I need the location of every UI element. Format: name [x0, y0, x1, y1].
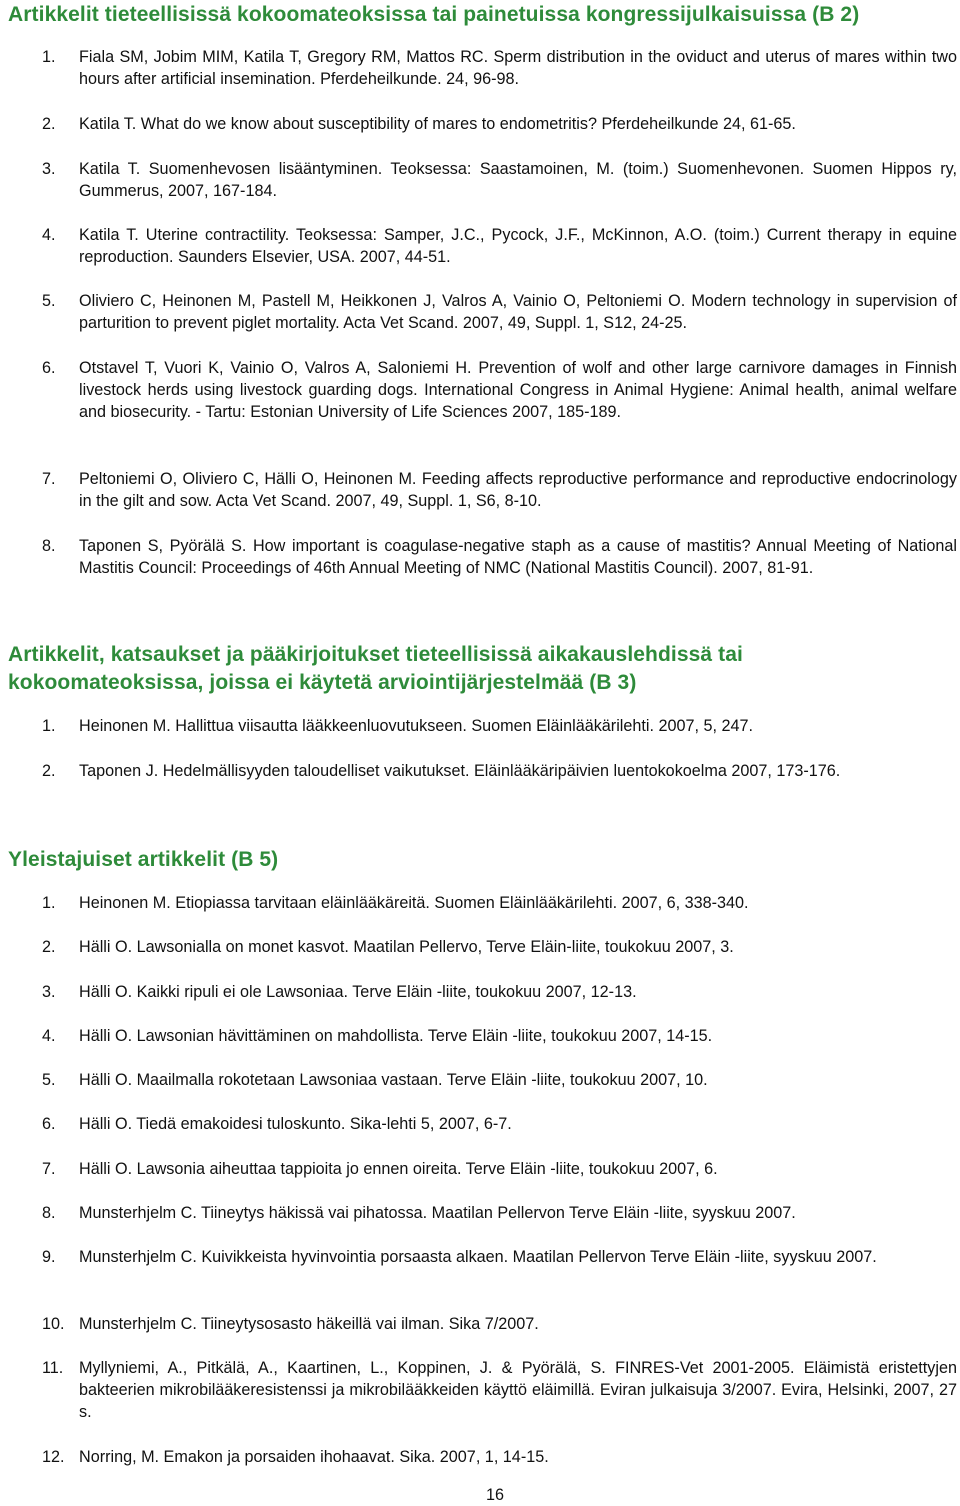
- item-text: Katila T. Suomenhevosen lisääntyminen. Teoksessa: Saastamoinen, M. (toim.) Suomenhevonen. Suomen Hippos ry, Gummerus, 2007, 167-184.: [79, 160, 957, 200]
- item-number: 4.: [42, 226, 56, 244]
- item-number: 1.: [42, 717, 56, 735]
- item-text: Hälli O. Lawsonia aiheuttaa tappioita jo ennen oireita. Terve Eläin -liite, toukokuu 2007, 6.: [79, 1160, 718, 1178]
- item-number: 12.: [42, 1448, 65, 1466]
- section-heading-b2: Artikkelit tieteellisissä kokoomateoksissa tai painetuissa kongressijulkaisuissa (B 2): [8, 3, 860, 26]
- item-number: 2.: [42, 938, 56, 956]
- item-number: 6.: [42, 359, 56, 377]
- item-text: Hälli O. Kaikki ripuli ei ole Lawsoniaa. Terve Eläin -liite, toukokuu 2007, 12-13.: [79, 983, 637, 1001]
- item-number: 8.: [42, 537, 56, 555]
- item-number: 6.: [42, 1115, 56, 1133]
- item-text: Hälli O. Lawsonian hävittäminen on mahdollista. Terve Eläin -liite, toukokuu 2007, 14-15.: [79, 1027, 713, 1045]
- item-text: Munsterhjelm C. Tiineytys häkissä vai pihatossa. Maatilan Pellervon Terve Eläin -liite, syyskuu 2007.: [79, 1204, 796, 1222]
- item-number: 8.: [42, 1204, 56, 1222]
- item-number: 7.: [42, 470, 56, 488]
- item-number: 11.: [42, 1359, 64, 1377]
- item-number: 1.: [42, 894, 56, 912]
- item-number: 5.: [42, 292, 56, 310]
- item-text: Heinonen M. Etiopiassa tarvitaan eläinlääkäreitä. Suomen Eläinlääkärilehti. 2007, 6, 338-340.: [79, 894, 749, 912]
- item-text: Heinonen M. Hallittua viisautta lääkkeenluovutukseen. Suomen Eläinlääkärilehti. 2007, 5, 247.: [79, 717, 753, 735]
- item-text: Peltoniemi O, Oliviero C, Hälli O, Heinonen M. Feeding affects reproductive performance and reproductive endocrinology in the gilt and sow. Acta Vet Scand. 2007, 49, Suppl. 1, S6, 8-10.: [79, 470, 957, 510]
- item-text: Taponen S, Pyörälä S. How important is coagulase-negative staph as a cause of mastitis? Annual Meeting of National Mastitis Council: Proceedings of 46th Annual Meeting of NMC (National Mastitis Council). 2007, 81-91.: [79, 537, 957, 577]
- item-number: 4.: [42, 1027, 56, 1045]
- item-number: 2.: [42, 115, 56, 133]
- item-number: 5.: [42, 1071, 56, 1089]
- item-number: 2.: [42, 762, 56, 780]
- item-number: 3.: [42, 983, 56, 1001]
- item-text: Munsterhjelm C. Kuivikkeista hyvinvointia porsaasta alkaen. Maatilan Pellervon Terve Eläin -liite, syyskuu 2007.: [79, 1248, 877, 1266]
- page-number: 16: [485, 1486, 504, 1504]
- item-text: Katila T. Uterine contractility. Teoksessa: Samper, J.C., Pycock, J.F., McKinnon, A.O. (toim.) Current therapy in equine reproduction. Saunders Elsevier, USA. 2007, 44-51.: [79, 226, 957, 266]
- item-number: 7.: [42, 1160, 56, 1178]
- item-text: Hälli O. Lawsonialla on monet kasvot. Maatilan Pellervo, Terve Eläin-liite, toukokuu 2007, 3.: [79, 938, 734, 956]
- item-text: Katila T. What do we know about susceptibility of mares to endometritis? Pferdeheilkunde 24, 61-65.: [79, 115, 796, 133]
- item-number: 9.: [42, 1248, 56, 1266]
- item-text: Otstavel T, Vuori K, Vainio O, Valros A, Saloniemi H. Prevention of wolf and other large carnivore damages in Finnish livestock herds using livestock guarding dogs. International Congress in Animal Hygiene: Animal health, animal welfare and biosecurity. - Tartu: Estonian University of Life Sciences 2007, 185-189.: [79, 359, 957, 421]
- item-text: Fiala SM, Jobim MIM, Katila T, Gregory RM, Mattos RC. Sperm distribution in the oviduct and uterus of mares within two hours after artificial insemination. Pferdeheilkunde. 24, 96-98.: [79, 48, 957, 88]
- item-text: Myllyniemi, A., Pitkälä, A., Kaartinen, L., Koppinen, J. & Pyörälä, S. FINRES-Vet 2001-2005. Eläimistä eristettyjen bakteerien mikrobilääkeresistenssi ja mikrobilääkkeiden käyttö eläimillä. Eviran julkaisuja 3/2007. Evira, Helsinki, 2007, 27 s.: [79, 1359, 957, 1421]
- item-number: 3.: [42, 160, 56, 178]
- item-text: Taponen J. Hedelmällisyyden taloudelliset vaikutukset. Eläinlääkäripäivien luentokokoelma 2007, 173-176.: [79, 762, 841, 780]
- section-heading-b3: Artikkelit, katsaukset ja pääkirjoitukset tieteellisissä aikakauslehdissä tai kokoomateoksissa, joissa ei käytetä arviointijärjestelmää (B 3): [8, 643, 743, 694]
- item-text: Norring, M. Emakon ja porsaiden ihohaavat. Sika. 2007, 1, 14-15.: [79, 1448, 549, 1466]
- item-text: Hälli O. Maailmalla rokotetaan Lawsoniaa vastaan. Terve Eläin -liite, toukokuu 2007, 10.: [79, 1071, 708, 1089]
- item-number: 1.: [42, 48, 56, 66]
- section-heading-b5: Yleistajuiset artikkelit (B 5): [8, 848, 279, 871]
- item-text: Hälli O. Tiedä emakoidesi tuloskunto. Sika-lehti 5, 2007, 6-7.: [79, 1115, 512, 1133]
- item-text: Oliviero C, Heinonen M, Pastell M, Heikkonen J, Valros A, Vainio O, Peltoniemi O. Modern technology in supervision of parturition to prevent piglet mortality. Acta Vet Scand. 2007, 49, Suppl. 1, S12, 24-25.: [79, 292, 957, 332]
- item-number: 10.: [42, 1315, 65, 1333]
- item-text: Munsterhjelm C. Tiineytysosasto häkeillä vai ilman. Sika 7/2007.: [79, 1315, 539, 1333]
